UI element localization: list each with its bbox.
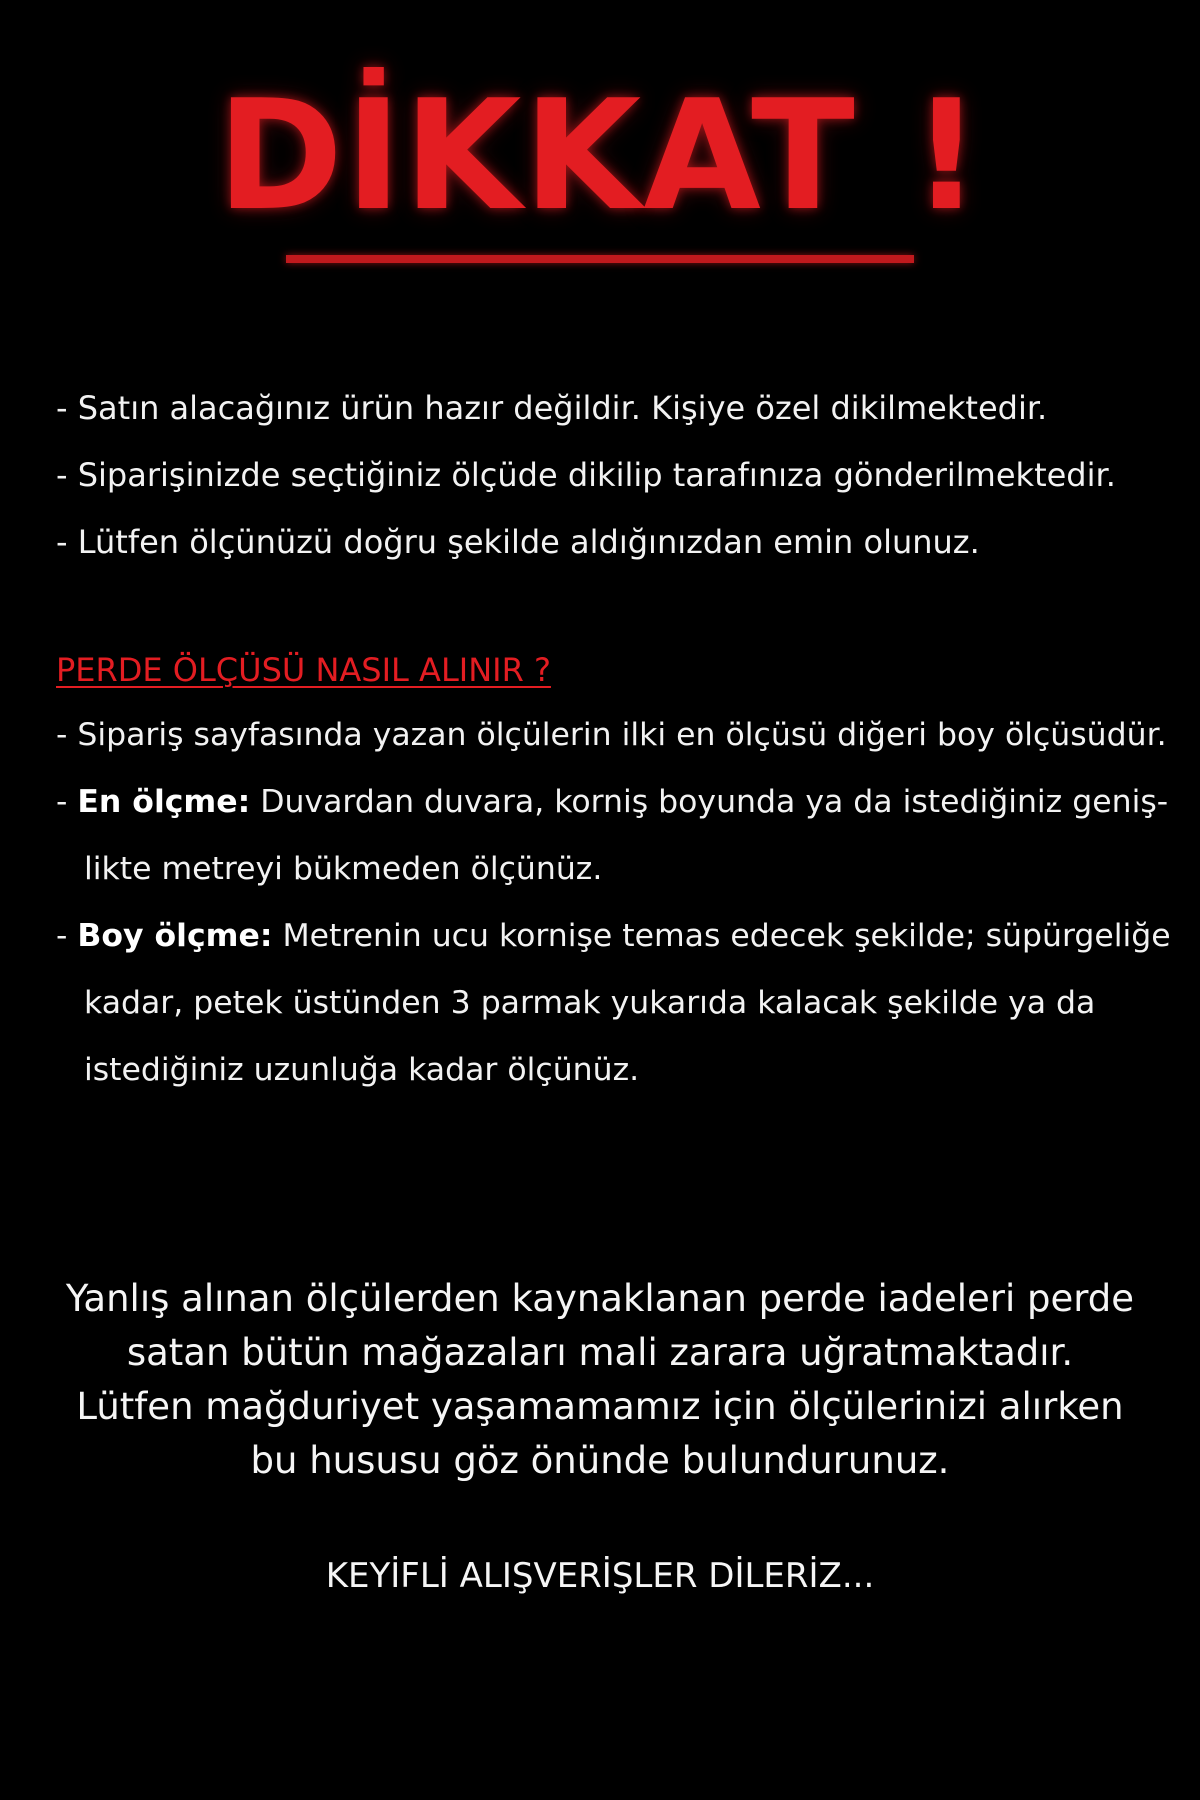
closing-message: KEYİFLİ ALIŞVERİŞLER DİLERİZ... (325, 1556, 875, 1596)
note-item: - Satın alacağınız ürün hazır değildir. Kişiye özel dikilmektedir. (56, 389, 1048, 427)
height-prefix: - (56, 918, 78, 954)
title-underline (286, 255, 914, 263)
warning-line: Yanlış alınan ölçülerden kaynaklanan perde iadeleri perde (65, 1277, 1135, 1320)
warning-line: satan bütün mağazaları mali zarara uğratmaktadır. (126, 1331, 1074, 1374)
width-instruction (56, 769, 1186, 836)
note-item: - Lütfen ölçünüzü doğru şekilde aldığınızdan emin olunuz. (56, 523, 980, 561)
width-instruction-cont: likte metreyi bükmeden ölçünüz. (84, 851, 603, 887)
height-instruction (56, 903, 1186, 970)
notes-list (56, 375, 1176, 576)
order-note: - Sipariş sayfasında yazan ölçülerin ilki en ölçüsü diğeri boy ölçüsüdür. (56, 717, 1167, 753)
width-label: En ölçme: (77, 784, 251, 820)
height-label: Boy ölçme: (77, 918, 273, 954)
page-title: DİKKAT ! (216, 67, 984, 244)
warning-paragraph (0, 1272, 1200, 1488)
section-heading: PERDE ÖLÇÜSÜ NASIL ALINIR ? (56, 651, 551, 689)
measure-instructions (56, 702, 1186, 1104)
note-item: - Siparişinizde seçtiğiniz ölçüde dikilip tarafınıza gönderilmektedir. (56, 456, 1116, 494)
warning-line: bu hususu göz önünde bulundurunuz. (250, 1439, 950, 1482)
height-instruction-cont: istediğiniz uzunluğa kadar ölçünüz. (84, 1052, 640, 1088)
warning-line: Lütfen mağduriyet yaşamamamız için ölçülerinizi alırken (76, 1385, 1124, 1428)
height-instruction-cont: kadar, petek üstünden 3 parmak yukarıda kalacak şekilde ya da (84, 985, 1096, 1021)
width-text: Duvardan duvara, korniş boyunda ya da istediğiniz geniş- (250, 784, 1169, 820)
height-text: Metrenin ucu kornişe temas edecek şekilde; süpürgeliğe (272, 918, 1171, 954)
width-prefix: - (56, 784, 78, 820)
